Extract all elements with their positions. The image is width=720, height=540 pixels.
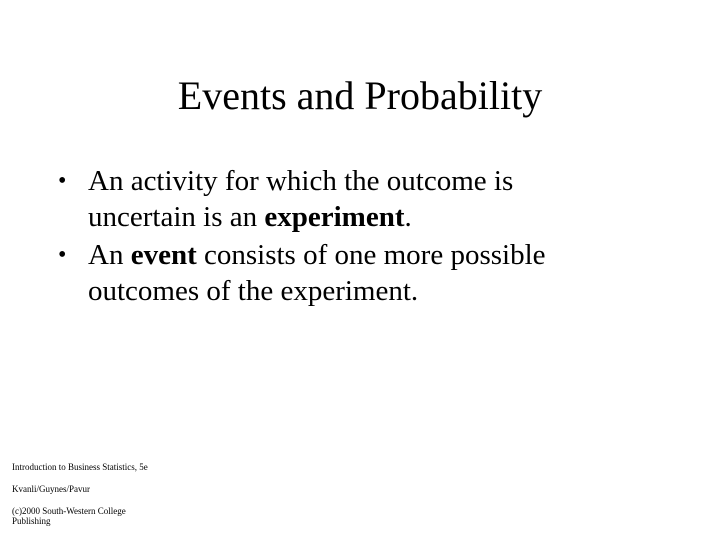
bullet-item-experiment bbox=[58, 163, 678, 235]
footer-authors: Kvanli/Guynes/Pavur bbox=[12, 484, 90, 494]
footer-book-title: Introduction to Business Statistics, 5e bbox=[12, 462, 148, 472]
bullet-text-prefix: uncertain is an bbox=[88, 201, 265, 233]
experiment-term: experiment bbox=[264, 201, 405, 233]
bullet-list bbox=[58, 163, 678, 311]
bullet-text-line-1 bbox=[88, 237, 678, 273]
bullet-icon: • bbox=[58, 168, 67, 194]
bullet-text-suffix: . bbox=[404, 201, 412, 233]
event-term: event bbox=[130, 239, 197, 271]
bullet-text-prefix: An bbox=[88, 239, 131, 271]
bullet-text-line-1: An activity for which the outcome is bbox=[88, 165, 514, 197]
slide-footer bbox=[12, 462, 148, 526]
footer-copyright-line-1: (c)2000 South-Western College bbox=[12, 506, 126, 516]
bullet-text-line-2 bbox=[88, 199, 678, 235]
bullet-text-line-2: outcomes of the experiment. bbox=[88, 275, 419, 307]
bullet-item-event bbox=[58, 237, 678, 309]
bullet-text-suffix: consists of one more possible bbox=[196, 239, 546, 271]
bullet-icon: • bbox=[58, 242, 67, 268]
slide-title: Events and Probability bbox=[177, 73, 543, 118]
footer-copyright-line-2: Publishing bbox=[12, 516, 51, 526]
footer-spacer bbox=[12, 494, 148, 506]
footer-spacer bbox=[12, 472, 148, 484]
